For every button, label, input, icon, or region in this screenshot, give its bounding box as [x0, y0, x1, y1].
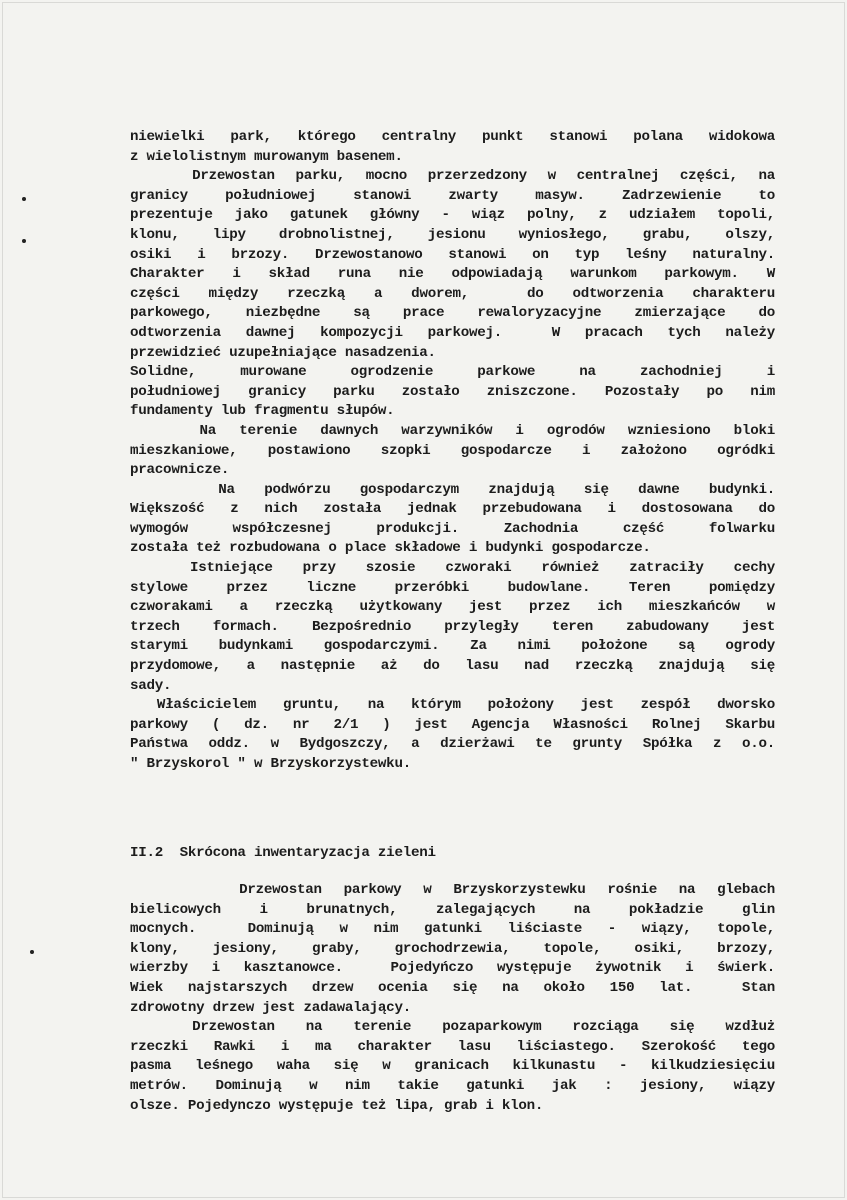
text-line: wierzby i kasztanowce. Pojedyńczo występuje żywotnik i świerk. [130, 960, 775, 977]
text-line: południowej granicy parku zostało zniszczone. Pozostały po nim [130, 383, 775, 400]
text-line: parkowego, niezbędne są prace rewaloryzacyjne zmierzające do [130, 305, 775, 322]
text-line: pracownicze. [130, 462, 230, 479]
text-line: trzech formach. Bezpośrednio przyległy teren zabudowany jest [130, 618, 775, 635]
text-line: stylowe przez liczne przeróbki budowlane. Teren pomiędzy [130, 579, 775, 596]
text-line: klonu, lipy drobnolistnej, jesionu wyniosłego, grabu, olszy, [130, 226, 775, 243]
text-line: rzeczki Rawki i ma charakter lasu liściastego. Szerokość tego [130, 1038, 775, 1055]
text-line: z wielolistnym murowanym basenem. [130, 148, 403, 165]
text-line: wymogów współczesnej produkcji. Zachodnia część folwarku [130, 520, 775, 537]
text-line: prezentuje jako gatunek główny - wiąz polny, z udziałem topoli, [130, 207, 775, 224]
text-line: zdrowotny drzew jest zadawalający. [130, 999, 411, 1016]
text-line: " Brzyskorol " w Brzyskorzystewku. [130, 756, 411, 772]
text-line: sady. [130, 677, 172, 694]
margin-mark [30, 950, 34, 954]
text-line: mieszkaniowe, postawiono szopki gospodarcze i założono ogródki [130, 442, 775, 459]
text-line: Na terenie dawnych warzywników i ogrodów wzniesiono bloki [130, 422, 775, 439]
text-line: przewidzieć uzupełniające nasadzenia. [130, 344, 436, 361]
text-line: Państwa oddz. w Bydgoszczy, a dzierżawi te grunty Spółka z o.o. [130, 736, 775, 753]
text-line: bielicowych i brunatnych, zalegających na pokładzie glin [130, 901, 775, 918]
text-line: Wiek najstarszych drzew ocenia się na około 150 lat. Stan [130, 979, 775, 996]
text-line: przydomowe, a następnie aż do lasu nad rzeczką znajdują się [130, 658, 775, 675]
text-line: Na podwórzu gospodarczym znajdują się dawne budynki. [130, 481, 775, 498]
text-line: osiki i brzozy. Drzewostanowo stanowi on typ leśny naturalny. [130, 246, 775, 263]
text-line: Większość z nich została jednak przebudowana i dostosowana do [130, 501, 775, 518]
text-line: parkowy ( dz. nr 2/1 ) jest Agencja Własności Rolnej Skarbu [130, 716, 775, 733]
text-line: Drzewostan na terenie pozaparkowym rozciąga się wzdłuż [130, 1019, 775, 1036]
body-text-top [130, 128, 775, 775]
text-line: niewielki park, którego centralny punkt stanowi polana widokowa [130, 129, 775, 145]
text-line: czworakami a rzeczką użytkowany jest przez ich mieszkańców w [130, 599, 775, 616]
text-line: metrów. Dominują w nim takie gatunki jak : jesiony, wiązy [130, 1077, 775, 1094]
text-line: Drzewostan parkowy w Brzyskorzystewku rośnie na glebach [130, 882, 775, 898]
margin-mark [22, 239, 26, 243]
margin-mark [22, 197, 26, 201]
text-line: starymi budynkami gospodarczymi. Za nimi położone są ogrody [130, 638, 775, 655]
text-line: Istniejące przy szosie czworaki również zatraciły cechy [130, 560, 775, 577]
text-line: części między rzeczką a dworem, do odtworzenia charakteru [130, 285, 775, 302]
text-line: granicy południowej stanowi zwarty masyw. Zadrzewienie to [130, 187, 775, 204]
body-text-bottom [130, 881, 775, 1116]
text-line: Solidne, murowane ogrodzenie parkowe na zachodniej i [130, 364, 775, 381]
text-line: Drzewostan parku, mocno przerzedzony w centralnej części, na [130, 168, 775, 185]
text-line: pasma leśnego waha się w granicach kilkunastu - kilkudziesięciu [130, 1058, 775, 1075]
text-line: Charakter i skład runa nie odpowiadają warunkom parkowym. W [130, 266, 775, 283]
text-line: została też rozbudowana o place składowe i budynki gospodarcze. [130, 540, 651, 557]
text-line: klony, jesiony, graby, grochodrzewia, topole, osiki, brzozy, [130, 940, 775, 957]
text-line: mocnych. Dominują w nim gatunki liściaste - wiązy, topole, [130, 921, 775, 938]
section-heading: II.2 Skrócona inwentaryzacja zieleni [130, 845, 436, 861]
text-line: olsze. Pojedynczo występuje też lipa, grab i klon. [130, 1097, 544, 1114]
text-line: fundamenty lub fragmentu słupów. [130, 403, 395, 420]
text-line: Właścicielem gruntu, na którym położony jest zespół dworsko [130, 697, 775, 714]
text-line: odtworzenia dawnej kompozycji parkowej. W pracach tych należy [130, 324, 775, 341]
